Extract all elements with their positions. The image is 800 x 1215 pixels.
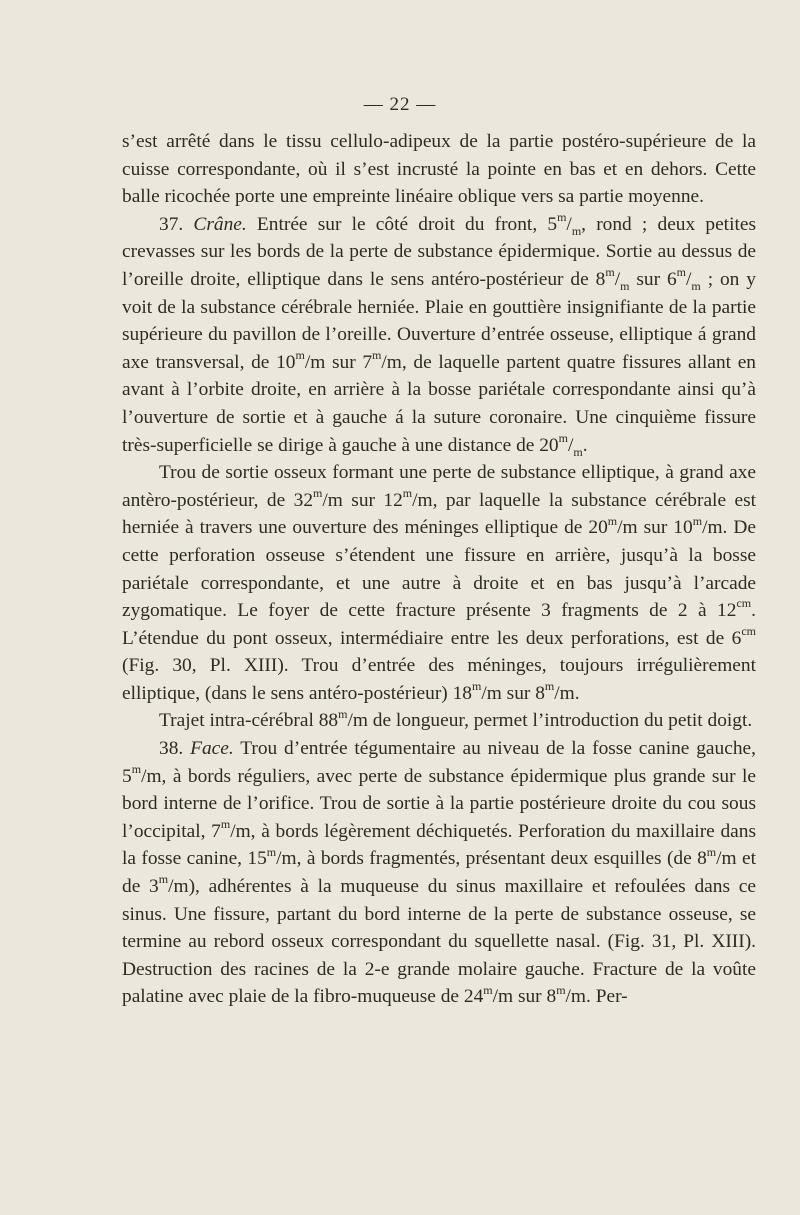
unit-mark: m — [295, 348, 305, 363]
paragraph — [122, 707, 756, 735]
text-run: /m sur 8 — [492, 986, 557, 1008]
unit-mark: m — [472, 679, 482, 694]
text-run: /m sur 12 — [322, 489, 403, 511]
unit-mark: m — [483, 982, 493, 997]
text-run: ; on y voit de la substance cérébrale herniée. Plaie en gouttière insignifiante de la partie supérieure du pavillon de l’oreille. Ouverture d’entrée osseuse, elliptique á grand axe transversal, de 10 — [122, 268, 756, 373]
paragraph — [122, 735, 756, 1011]
text-run: / — [686, 268, 692, 290]
text-run: / — [614, 268, 621, 290]
unit-mark: m — [131, 762, 142, 776]
body-text — [122, 128, 756, 1011]
text-run: /m, à bords réguliers, avec perte de substance épidermique plus grande sur le bord interne de l’orifice. Trou de sortie à la partie postérieure droite du cou sous l’occipital, 7 — [122, 765, 756, 842]
unit-mark: m — [558, 430, 568, 445]
unit-mark: m — [557, 210, 567, 225]
text-run: /m sur 8 — [481, 682, 545, 704]
text-run: /m sur 7 — [304, 351, 373, 373]
text-run: /m, à bords fragmentés, présentant deux esquilles (de 8 — [276, 848, 707, 870]
unit-mark: cm — [736, 596, 752, 611]
text-run: /m de longueur, permet l’introduction du petit doigt. — [347, 710, 753, 732]
unit-mark: cm — [741, 624, 756, 639]
text-run: /m. De cette perforation osseuse s’étendent une fissure en arrière, jusqu’à la bosse pariétale correspondante, et une autre à droite et en bas jusqu’à l’arcade zygomatique. Le foyer de cette fracture présente 3 fragments de 2 à 12 — [122, 517, 756, 622]
section-heading: Crâne. — [193, 213, 247, 235]
text-run: /m), adhérentes à la muqueuse du sinus maxillaire et refoulées dans ce sinus. Une fissure, partant du bord interne de la perte de substance osseuse, se termine au rebord osseux correspondant du squellette nasal. (Fig. 31, Pl. XIII). Destruction des racines de la 2-e grande molaire gauche. Fracture de la voûte palatine avec plaie de la fibro-muqueuse de 24 — [122, 876, 756, 1008]
section-heading: Face. — [190, 738, 234, 760]
text-run: /m. — [554, 682, 580, 704]
text-run: Trajet intra-cérébral 88 — [159, 710, 339, 732]
unit-mark: m — [402, 486, 413, 501]
text-run: /m, à bords légèrement déchiquetés. Perforation du maxillaire dans la fosse canine, 15 — [122, 820, 756, 870]
unit-mark: m — [338, 706, 348, 721]
text-run: / — [566, 213, 572, 235]
unit-mark: m — [607, 513, 618, 528]
unit-mark: m — [158, 872, 169, 887]
text-run: Entrée sur le côté droit du front, 5 — [246, 213, 558, 235]
text-run: sur 6 — [629, 268, 677, 290]
text-run: /m, par laquelle la substance cérébrale est herniée à travers une ouverture des méninges elliptique de 20 — [122, 489, 756, 539]
text-run: Trou de sortie osseux formant une perte de substance elliptique, à grand axe antèro-postérieur, de 32 — [122, 462, 756, 511]
text-run: , rond ; deux petites crevasses sur les bords de la perte de substance épidermique. Sortie au dessus de l’oreille droite, elliptique dans le sens antéro-postérieur de 8 — [122, 213, 756, 290]
unit-mark: m — [556, 982, 566, 997]
text-run: s’est arrêté dans le tissu cellulo-adipeux de la partie postéro-supérieure de la cuisse correspondante, où il s’est incrusté la pointe en bas et en dehors. Cette balle ricochée porte une empreinte linéaire oblique vers sa partie moyenne. — [122, 131, 756, 208]
unit-mark: m — [571, 223, 582, 238]
unit-mark: m — [605, 265, 615, 280]
text-run: /m. Per- — [565, 986, 628, 1008]
text-run: /m sur 10 — [617, 517, 693, 539]
unit-mark: m — [692, 513, 703, 528]
unit-mark: m — [573, 444, 583, 459]
text-run: . L’étendue du pont osseux, intermédiaire entre les deux perforations, est de 6 — [122, 600, 756, 649]
unit-mark: m — [676, 265, 687, 280]
unit-mark: m — [706, 844, 717, 859]
unit-mark: m — [220, 817, 231, 832]
page-number: — 22 — — [363, 94, 437, 115]
unit-mark: m — [313, 486, 323, 501]
text-run: Trou d’entrée tégumentaire au niveau de la fosse canine gauche, 5 — [122, 738, 756, 787]
text-run: /m, de laquelle partent quatre fissures allant en avant à l’orbite droite, en arrière à la bosse pariétale correspondante ainsi qu’à l’ouverture de sortie et à gauche á la suture coronaire. Une cinquième fissure très-superficielle se dirige à gauche à une distance de 20 — [122, 351, 757, 456]
paragraph — [122, 459, 756, 707]
text-run: / — [568, 434, 574, 456]
text-run: 38. — [159, 738, 191, 760]
text-run: (Fig. 30, Pl. XIII). Trou d’entrée des méninges, toujours irrégulièrement elliptique, (dans le sens antéro-postérieur) 18 — [122, 655, 756, 704]
text-run: /m et de 3 — [122, 848, 756, 898]
unit-mark: m — [691, 278, 701, 293]
paragraph — [122, 128, 756, 211]
text-run: . — [582, 434, 588, 456]
text-run: 37. — [159, 213, 194, 235]
unit-mark: m — [372, 348, 382, 363]
unit-mark: m — [544, 679, 555, 694]
unit-mark: m — [266, 844, 277, 859]
unit-mark: m — [620, 278, 630, 293]
paragraph — [122, 211, 756, 459]
